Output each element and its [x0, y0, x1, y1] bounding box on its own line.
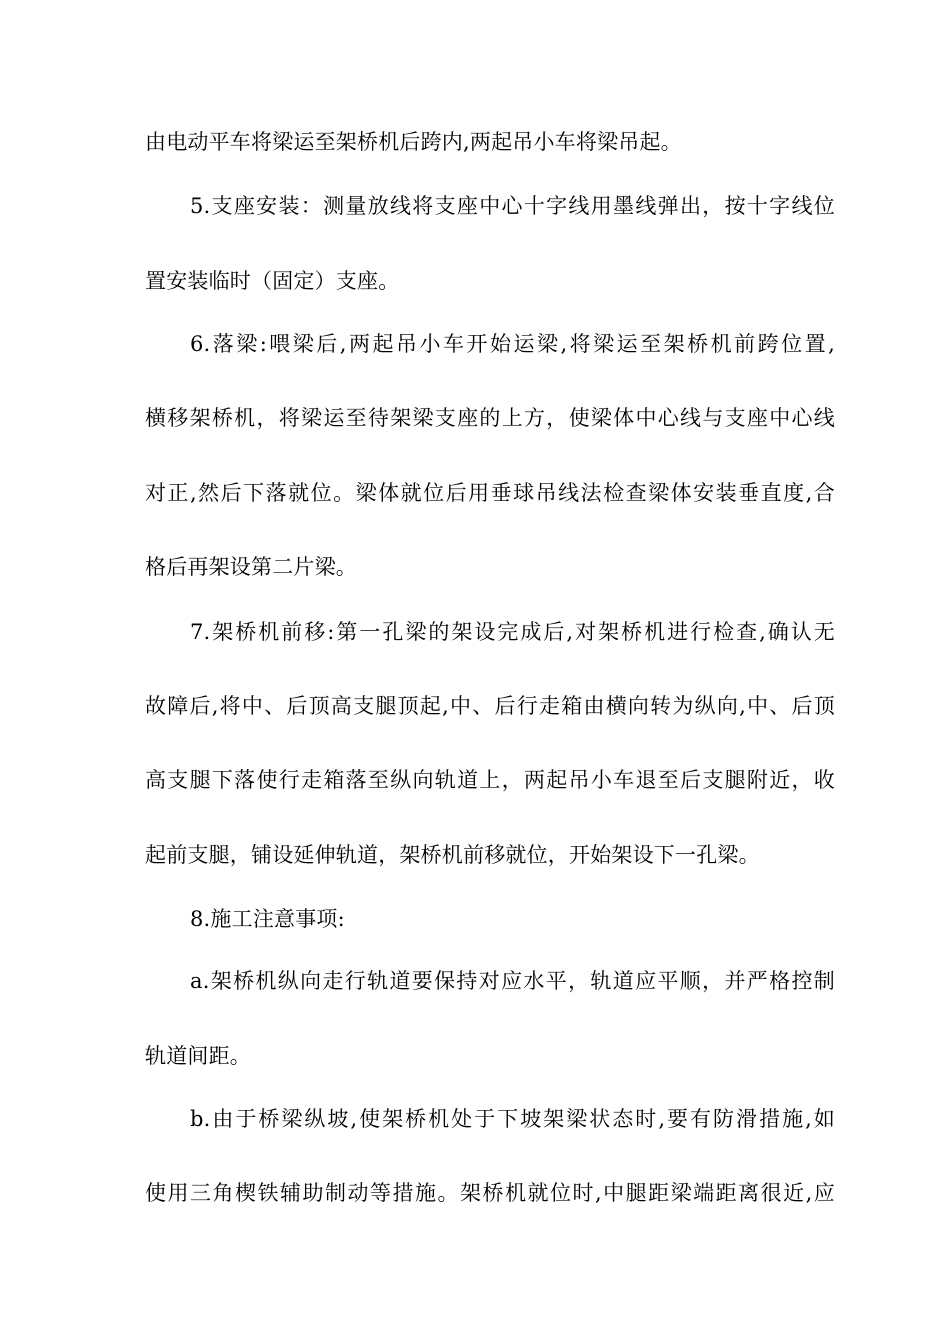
text-line-8: 7.架桥机前移:第一孔梁的架设完成后,对架桥机进行检查,确认无 [190, 620, 835, 644]
text-line-4: 6.落梁:喂梁后,两起吊小车开始运梁,将梁运至架桥机前跨位置, [190, 332, 835, 356]
text-line-3: 置安装临时（固定）支座。 [145, 269, 400, 293]
text-line-15: b.由于桥梁纵坡,使架桥机处于下坡架梁状态时,要有防滑措施,如 [190, 1107, 835, 1131]
text-line-7: 格后再架设第二片梁。 [145, 555, 357, 579]
text-line-14: 轨道间距。 [145, 1044, 251, 1068]
text-line-12: 8.施工注意事项: [190, 907, 345, 931]
text-line-16: 使用三角楔铁辅助制动等措施。架桥机就位时,中腿距梁端距离很近,应 [145, 1181, 835, 1205]
text-line-2: 5.支座安装：测量放线将支座中心十字线用墨线弹出，按十字线位 [190, 194, 835, 218]
text-line-13: a.架桥机纵向走行轨道要保持对应水平，轨道应平顺，并严格控制 [190, 969, 835, 993]
text-line-9: 故障后,将中、后顶高支腿顶起,中、后行走箱由横向转为纵向,中、后顶 [145, 694, 835, 718]
text-line-6: 对正,然后下落就位。梁体就位后用垂球吊线法检查梁体安装垂直度,合 [145, 481, 835, 505]
text-line-10: 高支腿下落使行走箱落至纵向轨道上，两起吊小车退至后支腿附近，收 [145, 768, 835, 792]
text-line-5: 横移架桥机，将梁运至待架梁支座的上方，使梁体中心线与支座中心线 [145, 406, 835, 430]
text-line-1: 由电动平车将梁运至架桥机后跨内,两起吊小车将梁吊起。 [145, 130, 682, 154]
text-line-11: 起前支腿，铺设延伸轨道，架桥机前移就位，开始架设下一孔梁。 [145, 843, 760, 867]
